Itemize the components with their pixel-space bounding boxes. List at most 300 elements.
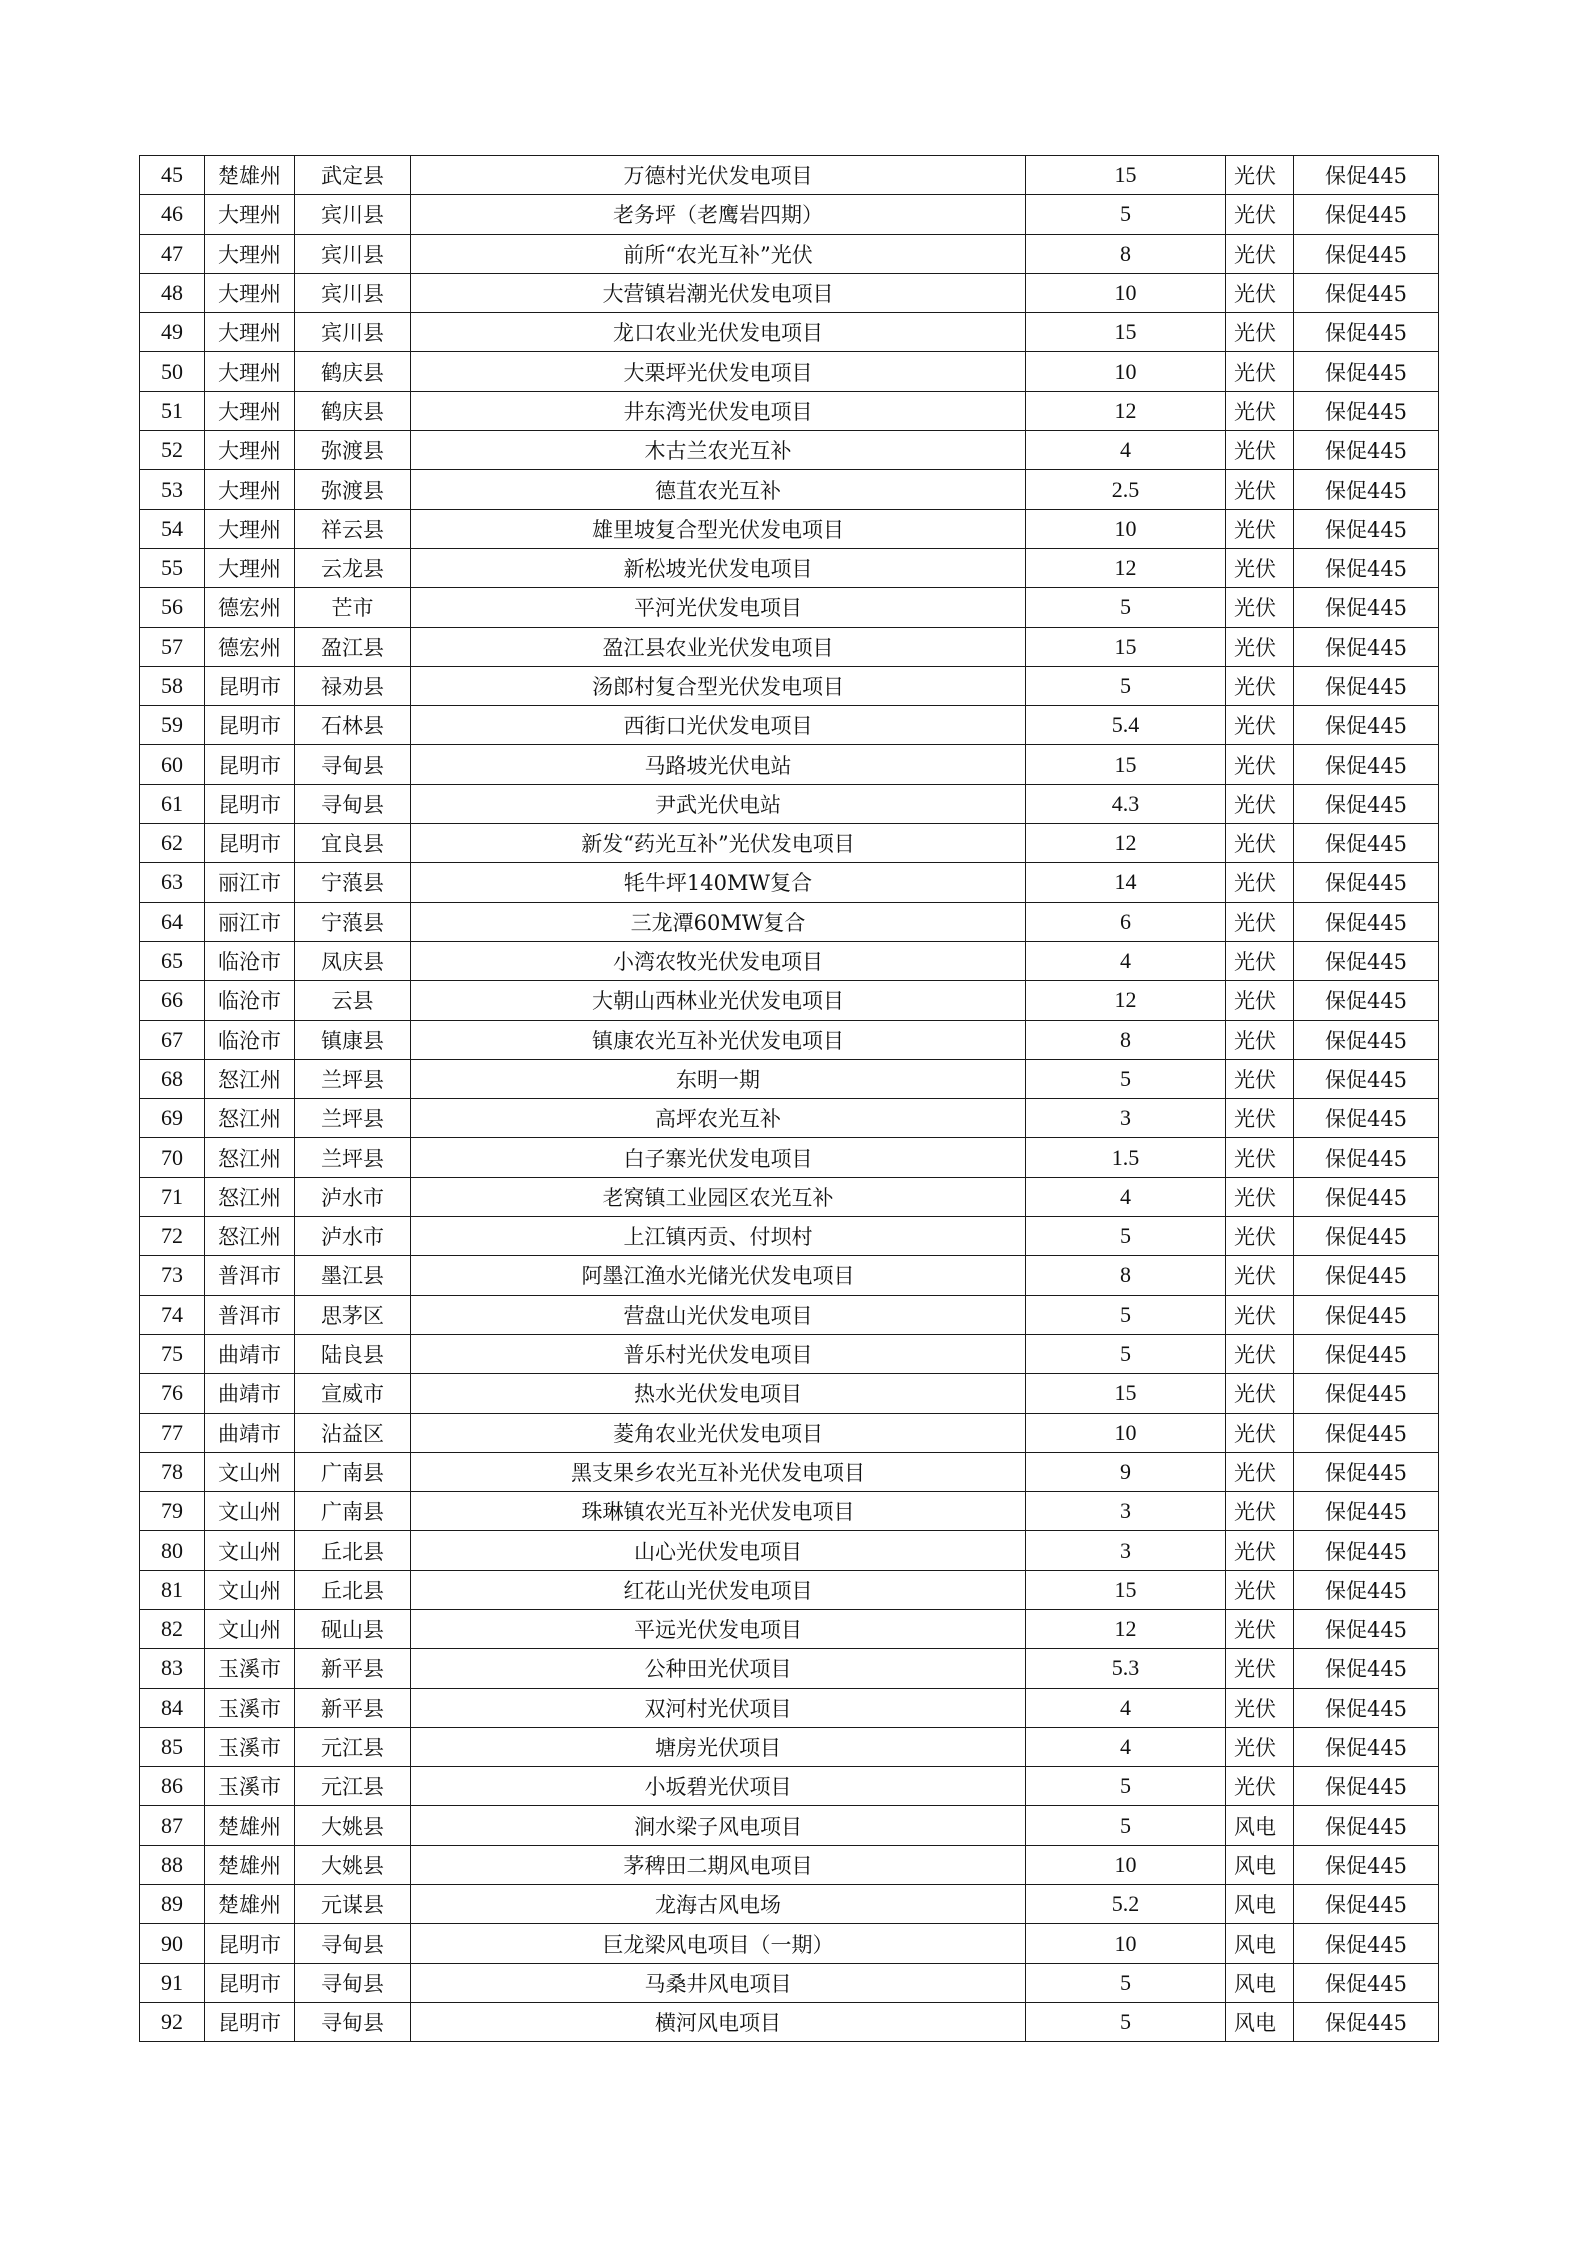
county-cell: 石林县 — [295, 706, 411, 745]
row-number: 75 — [140, 1334, 205, 1373]
table-row — [140, 588, 1439, 627]
capacity-cell: 3 — [1026, 1099, 1226, 1138]
county-cell: 宾川县 — [295, 234, 411, 273]
project-name-cell: 横河风电项目 — [411, 2002, 1026, 2041]
table-row — [140, 1649, 1439, 1688]
energy-type-cell: 光伏 — [1226, 1099, 1294, 1138]
project-name-cell: 老务坪（老鹰岩四期） — [411, 195, 1026, 234]
category-cell: 保促445 — [1294, 548, 1439, 587]
city-cell: 昆明市 — [205, 745, 295, 784]
row-number: 47 — [140, 234, 205, 273]
city-cell: 大理州 — [205, 431, 295, 470]
city-cell: 文山州 — [205, 1492, 295, 1531]
category-cell: 保促445 — [1294, 1570, 1439, 1609]
project-name-cell: 菱角农业光伏发电项目 — [411, 1413, 1026, 1452]
row-number: 57 — [140, 627, 205, 666]
energy-type-cell: 风电 — [1226, 1885, 1294, 1924]
row-number: 67 — [140, 1020, 205, 1059]
county-cell: 元谋县 — [295, 1885, 411, 1924]
city-cell: 文山州 — [205, 1570, 295, 1609]
category-cell: 保促445 — [1294, 1138, 1439, 1177]
capacity-cell: 5 — [1026, 1334, 1226, 1373]
capacity-cell: 10 — [1026, 509, 1226, 548]
project-name-cell: 尹武光伏电站 — [411, 784, 1026, 823]
row-number: 70 — [140, 1138, 205, 1177]
table-row — [140, 431, 1439, 470]
city-cell: 怒江州 — [205, 1217, 295, 1256]
row-number: 52 — [140, 431, 205, 470]
category-cell: 保促445 — [1294, 2002, 1439, 2041]
row-number: 71 — [140, 1177, 205, 1216]
capacity-cell: 10 — [1026, 352, 1226, 391]
county-cell: 弥渡县 — [295, 431, 411, 470]
city-cell: 怒江州 — [205, 1177, 295, 1216]
category-cell: 保促445 — [1294, 1059, 1439, 1098]
category-cell: 保促445 — [1294, 1845, 1439, 1884]
energy-type-cell: 光伏 — [1226, 941, 1294, 980]
capacity-cell: 8 — [1026, 1256, 1226, 1295]
row-number: 84 — [140, 1688, 205, 1727]
table-row — [140, 1217, 1439, 1256]
city-cell: 昆明市 — [205, 784, 295, 823]
project-name-cell: 小湾农牧光伏发电项目 — [411, 941, 1026, 980]
energy-type-cell: 光伏 — [1226, 509, 1294, 548]
capacity-cell: 15 — [1026, 156, 1226, 195]
capacity-cell: 5 — [1026, 1059, 1226, 1098]
capacity-cell: 12 — [1026, 548, 1226, 587]
category-cell: 保促445 — [1294, 1688, 1439, 1727]
table-row — [140, 1295, 1439, 1334]
energy-type-cell: 光伏 — [1226, 156, 1294, 195]
category-cell: 保促445 — [1294, 1609, 1439, 1648]
city-cell: 丽江市 — [205, 863, 295, 902]
city-cell: 昆明市 — [205, 824, 295, 863]
energy-type-cell: 光伏 — [1226, 1295, 1294, 1334]
energy-type-cell: 光伏 — [1226, 1727, 1294, 1766]
row-number: 79 — [140, 1492, 205, 1531]
county-cell: 新平县 — [295, 1688, 411, 1727]
table-row — [140, 1963, 1439, 2002]
city-cell: 文山州 — [205, 1609, 295, 1648]
category-cell: 保促445 — [1294, 1452, 1439, 1491]
capacity-cell: 4 — [1026, 941, 1226, 980]
project-name-cell: 普乐村光伏发电项目 — [411, 1334, 1026, 1373]
category-cell: 保促445 — [1294, 627, 1439, 666]
table-row — [140, 1492, 1439, 1531]
row-number: 62 — [140, 824, 205, 863]
energy-type-cell: 光伏 — [1226, 627, 1294, 666]
city-cell: 大理州 — [205, 470, 295, 509]
county-cell: 宾川县 — [295, 195, 411, 234]
capacity-cell: 5.2 — [1026, 1885, 1226, 1924]
category-cell: 保促445 — [1294, 784, 1439, 823]
project-name-cell: 平远光伏发电项目 — [411, 1609, 1026, 1648]
category-cell: 保促445 — [1294, 745, 1439, 784]
county-cell: 大姚县 — [295, 1806, 411, 1845]
energy-type-cell: 光伏 — [1226, 1649, 1294, 1688]
table-row — [140, 1806, 1439, 1845]
row-number: 49 — [140, 313, 205, 352]
capacity-cell: 8 — [1026, 1020, 1226, 1059]
row-number: 56 — [140, 588, 205, 627]
capacity-cell: 12 — [1026, 391, 1226, 430]
project-name-cell: 德苴农光互补 — [411, 470, 1026, 509]
category-cell: 保促445 — [1294, 313, 1439, 352]
row-number: 92 — [140, 2002, 205, 2041]
energy-type-cell: 光伏 — [1226, 1256, 1294, 1295]
category-cell: 保促445 — [1294, 273, 1439, 312]
project-name-cell: 新发“药光互补”光伏发电项目 — [411, 824, 1026, 863]
row-number: 61 — [140, 784, 205, 823]
row-number: 63 — [140, 863, 205, 902]
table-row — [140, 1138, 1439, 1177]
energy-type-cell: 光伏 — [1226, 1609, 1294, 1648]
project-table — [139, 155, 1439, 2042]
category-cell: 保促445 — [1294, 470, 1439, 509]
energy-type-cell: 光伏 — [1226, 1374, 1294, 1413]
project-name-cell: 雄里坡复合型光伏发电项目 — [411, 509, 1026, 548]
county-cell: 丘北县 — [295, 1531, 411, 1570]
capacity-cell: 5 — [1026, 666, 1226, 705]
table-row — [140, 784, 1439, 823]
energy-type-cell: 光伏 — [1226, 1217, 1294, 1256]
county-cell: 陆良县 — [295, 1334, 411, 1373]
city-cell: 玉溪市 — [205, 1767, 295, 1806]
row-number: 72 — [140, 1217, 205, 1256]
county-cell: 盈江县 — [295, 627, 411, 666]
county-cell: 广南县 — [295, 1452, 411, 1491]
table-row — [140, 745, 1439, 784]
county-cell: 兰坪县 — [295, 1099, 411, 1138]
project-name-cell: 汤郎村复合型光伏发电项目 — [411, 666, 1026, 705]
capacity-cell: 10 — [1026, 1413, 1226, 1452]
county-cell: 武定县 — [295, 156, 411, 195]
capacity-cell: 5 — [1026, 588, 1226, 627]
city-cell: 大理州 — [205, 509, 295, 548]
row-number: 82 — [140, 1609, 205, 1648]
energy-type-cell: 光伏 — [1226, 431, 1294, 470]
project-name-cell: 珠琳镇农光互补光伏发电项目 — [411, 1492, 1026, 1531]
row-number: 88 — [140, 1845, 205, 1884]
row-number: 65 — [140, 941, 205, 980]
row-number: 58 — [140, 666, 205, 705]
category-cell: 保促445 — [1294, 391, 1439, 430]
capacity-cell: 14 — [1026, 863, 1226, 902]
county-cell: 祥云县 — [295, 509, 411, 548]
city-cell: 临沧市 — [205, 941, 295, 980]
capacity-cell: 4 — [1026, 431, 1226, 470]
energy-type-cell: 风电 — [1226, 1924, 1294, 1963]
table-row — [140, 1374, 1439, 1413]
county-cell: 鹤庆县 — [295, 391, 411, 430]
row-number: 87 — [140, 1806, 205, 1845]
category-cell: 保促445 — [1294, 1020, 1439, 1059]
row-number: 54 — [140, 509, 205, 548]
project-name-cell: 新松坡光伏发电项目 — [411, 548, 1026, 587]
table-row — [140, 1334, 1439, 1373]
city-cell: 普洱市 — [205, 1295, 295, 1334]
county-cell: 广南县 — [295, 1492, 411, 1531]
project-name-cell: 三龙潭60MW复合 — [411, 902, 1026, 941]
row-number: 45 — [140, 156, 205, 195]
energy-type-cell: 光伏 — [1226, 1413, 1294, 1452]
energy-type-cell: 光伏 — [1226, 1177, 1294, 1216]
table-row — [140, 1256, 1439, 1295]
table-row — [140, 1924, 1439, 1963]
table-row — [140, 981, 1439, 1020]
capacity-cell: 5 — [1026, 1217, 1226, 1256]
county-cell: 丘北县 — [295, 1570, 411, 1609]
category-cell: 保促445 — [1294, 824, 1439, 863]
county-cell: 寻甸县 — [295, 1963, 411, 2002]
table-row — [140, 234, 1439, 273]
row-number: 89 — [140, 1885, 205, 1924]
city-cell: 曲靖市 — [205, 1374, 295, 1413]
project-name-cell: 牦牛坪140MW复合 — [411, 863, 1026, 902]
city-cell: 玉溪市 — [205, 1688, 295, 1727]
energy-type-cell: 光伏 — [1226, 1570, 1294, 1609]
capacity-cell: 15 — [1026, 745, 1226, 784]
table-row — [140, 1452, 1439, 1491]
county-cell: 新平县 — [295, 1649, 411, 1688]
row-number: 50 — [140, 352, 205, 391]
city-cell: 昆明市 — [205, 1924, 295, 1963]
project-name-cell: 西街口光伏发电项目 — [411, 706, 1026, 745]
table-row — [140, 1727, 1439, 1766]
table-row — [140, 470, 1439, 509]
category-cell: 保促445 — [1294, 352, 1439, 391]
capacity-cell: 10 — [1026, 1924, 1226, 1963]
city-cell: 临沧市 — [205, 1020, 295, 1059]
county-cell: 沾益区 — [295, 1413, 411, 1452]
project-name-cell: 茅稗田二期风电项目 — [411, 1845, 1026, 1884]
energy-type-cell: 光伏 — [1226, 706, 1294, 745]
capacity-cell: 4 — [1026, 1688, 1226, 1727]
table-row — [140, 548, 1439, 587]
table-row — [140, 1177, 1439, 1216]
city-cell: 大理州 — [205, 352, 295, 391]
category-cell: 保促445 — [1294, 509, 1439, 548]
capacity-cell: 5.3 — [1026, 1649, 1226, 1688]
category-cell: 保促445 — [1294, 1885, 1439, 1924]
row-number: 77 — [140, 1413, 205, 1452]
energy-type-cell: 光伏 — [1226, 902, 1294, 941]
energy-type-cell: 光伏 — [1226, 273, 1294, 312]
category-cell: 保促445 — [1294, 1727, 1439, 1766]
energy-type-cell: 光伏 — [1226, 1492, 1294, 1531]
city-cell: 昆明市 — [205, 2002, 295, 2041]
city-cell: 楚雄州 — [205, 1806, 295, 1845]
energy-type-cell: 光伏 — [1226, 234, 1294, 273]
county-cell: 宜良县 — [295, 824, 411, 863]
table-row — [140, 352, 1439, 391]
table-row — [140, 863, 1439, 902]
project-name-cell: 大朝山西林业光伏发电项目 — [411, 981, 1026, 1020]
project-name-cell: 塘房光伏项目 — [411, 1727, 1026, 1766]
city-cell: 大理州 — [205, 234, 295, 273]
category-cell: 保促445 — [1294, 941, 1439, 980]
county-cell: 弥渡县 — [295, 470, 411, 509]
category-cell: 保促445 — [1294, 1649, 1439, 1688]
project-name-cell: 涧水梁子风电项目 — [411, 1806, 1026, 1845]
project-name-cell: 巨龙梁风电项目（一期） — [411, 1924, 1026, 1963]
city-cell: 昆明市 — [205, 706, 295, 745]
county-cell: 云县 — [295, 981, 411, 1020]
row-number: 64 — [140, 902, 205, 941]
row-number: 46 — [140, 195, 205, 234]
city-cell: 大理州 — [205, 391, 295, 430]
project-name-cell: 上江镇丙贡、付坝村 — [411, 1217, 1026, 1256]
county-cell: 大姚县 — [295, 1845, 411, 1884]
city-cell: 玉溪市 — [205, 1727, 295, 1766]
project-name-cell: 平河光伏发电项目 — [411, 588, 1026, 627]
category-cell: 保促445 — [1294, 1217, 1439, 1256]
energy-type-cell: 光伏 — [1226, 391, 1294, 430]
project-name-cell: 大栗坪光伏发电项目 — [411, 352, 1026, 391]
row-number: 48 — [140, 273, 205, 312]
city-cell: 怒江州 — [205, 1138, 295, 1177]
category-cell: 保促445 — [1294, 234, 1439, 273]
project-name-cell: 山心光伏发电项目 — [411, 1531, 1026, 1570]
county-cell: 元江县 — [295, 1767, 411, 1806]
capacity-cell: 5 — [1026, 1767, 1226, 1806]
category-cell: 保促445 — [1294, 1334, 1439, 1373]
category-cell: 保促445 — [1294, 431, 1439, 470]
category-cell: 保促445 — [1294, 195, 1439, 234]
energy-type-cell: 光伏 — [1226, 313, 1294, 352]
city-cell: 怒江州 — [205, 1099, 295, 1138]
energy-type-cell: 光伏 — [1226, 1688, 1294, 1727]
table-row — [140, 706, 1439, 745]
capacity-cell: 15 — [1026, 1570, 1226, 1609]
category-cell: 保促445 — [1294, 1177, 1439, 1216]
project-name-cell: 镇康农光互补光伏发电项目 — [411, 1020, 1026, 1059]
project-name-cell: 阿墨江渔水光储光伏发电项目 — [411, 1256, 1026, 1295]
energy-type-cell: 光伏 — [1226, 1020, 1294, 1059]
table-row — [140, 156, 1439, 195]
table-row — [140, 509, 1439, 548]
category-cell: 保促445 — [1294, 1413, 1439, 1452]
category-cell: 保促445 — [1294, 1295, 1439, 1334]
category-cell: 保促445 — [1294, 1924, 1439, 1963]
capacity-cell: 5 — [1026, 1295, 1226, 1334]
county-cell: 鹤庆县 — [295, 352, 411, 391]
project-name-cell: 大营镇岩潮光伏发电项目 — [411, 273, 1026, 312]
row-number: 78 — [140, 1452, 205, 1491]
category-cell: 保促445 — [1294, 1767, 1439, 1806]
city-cell: 临沧市 — [205, 981, 295, 1020]
energy-type-cell: 光伏 — [1226, 1059, 1294, 1098]
table-row — [140, 1531, 1439, 1570]
city-cell: 大理州 — [205, 273, 295, 312]
county-cell: 禄劝县 — [295, 666, 411, 705]
project-name-cell: 白子寨光伏发电项目 — [411, 1138, 1026, 1177]
energy-type-cell: 光伏 — [1226, 824, 1294, 863]
county-cell: 云龙县 — [295, 548, 411, 587]
energy-type-cell: 光伏 — [1226, 863, 1294, 902]
table-row — [140, 1059, 1439, 1098]
category-cell: 保促445 — [1294, 1099, 1439, 1138]
capacity-cell: 12 — [1026, 981, 1226, 1020]
city-cell: 大理州 — [205, 313, 295, 352]
capacity-cell: 3 — [1026, 1492, 1226, 1531]
table-row — [140, 1609, 1439, 1648]
city-cell: 楚雄州 — [205, 156, 295, 195]
table-body — [140, 156, 1439, 2042]
row-number: 68 — [140, 1059, 205, 1098]
county-cell: 泸水市 — [295, 1217, 411, 1256]
table-row — [140, 1570, 1439, 1609]
row-number: 73 — [140, 1256, 205, 1295]
project-name-cell: 盈江县农业光伏发电项目 — [411, 627, 1026, 666]
city-cell: 普洱市 — [205, 1256, 295, 1295]
capacity-cell: 5 — [1026, 1963, 1226, 2002]
energy-type-cell: 光伏 — [1226, 784, 1294, 823]
county-cell: 兰坪县 — [295, 1059, 411, 1098]
row-number: 69 — [140, 1099, 205, 1138]
row-number: 59 — [140, 706, 205, 745]
capacity-cell: 2.5 — [1026, 470, 1226, 509]
category-cell: 保促445 — [1294, 706, 1439, 745]
capacity-cell: 1.5 — [1026, 1138, 1226, 1177]
county-cell: 墨江县 — [295, 1256, 411, 1295]
capacity-cell: 5.4 — [1026, 706, 1226, 745]
table-row — [140, 941, 1439, 980]
city-cell: 楚雄州 — [205, 1845, 295, 1884]
energy-type-cell: 光伏 — [1226, 195, 1294, 234]
table-row — [140, 1413, 1439, 1452]
category-cell: 保促445 — [1294, 902, 1439, 941]
project-name-cell: 红花山光伏发电项目 — [411, 1570, 1026, 1609]
energy-type-cell: 光伏 — [1226, 1767, 1294, 1806]
category-cell: 保促445 — [1294, 1963, 1439, 2002]
capacity-cell: 4.3 — [1026, 784, 1226, 823]
energy-type-cell: 光伏 — [1226, 470, 1294, 509]
project-name-cell: 老窝镇工业园区农光互补 — [411, 1177, 1026, 1216]
county-cell: 寻甸县 — [295, 784, 411, 823]
project-name-cell: 东明一期 — [411, 1059, 1026, 1098]
category-cell: 保促445 — [1294, 1806, 1439, 1845]
capacity-cell: 9 — [1026, 1452, 1226, 1491]
city-cell: 文山州 — [205, 1452, 295, 1491]
table-row — [140, 1845, 1439, 1884]
table-row — [140, 902, 1439, 941]
energy-type-cell: 光伏 — [1226, 352, 1294, 391]
category-cell: 保促445 — [1294, 666, 1439, 705]
energy-type-cell: 风电 — [1226, 2002, 1294, 2041]
county-cell: 元江县 — [295, 1727, 411, 1766]
project-name-cell: 龙口农业光伏发电项目 — [411, 313, 1026, 352]
project-name-cell: 黑支果乡农光互补光伏发电项目 — [411, 1452, 1026, 1491]
county-cell: 寻甸县 — [295, 2002, 411, 2041]
energy-type-cell: 风电 — [1226, 1806, 1294, 1845]
county-cell: 宣威市 — [295, 1374, 411, 1413]
row-number: 55 — [140, 548, 205, 587]
capacity-cell: 3 — [1026, 1531, 1226, 1570]
county-cell: 镇康县 — [295, 1020, 411, 1059]
table-row — [140, 1885, 1439, 1924]
city-cell: 大理州 — [205, 195, 295, 234]
county-cell: 宾川县 — [295, 273, 411, 312]
energy-type-cell: 光伏 — [1226, 666, 1294, 705]
category-cell: 保促445 — [1294, 156, 1439, 195]
table-row — [140, 1767, 1439, 1806]
county-cell: 砚山县 — [295, 1609, 411, 1648]
energy-type-cell: 风电 — [1226, 1963, 1294, 2002]
city-cell: 曲靖市 — [205, 1334, 295, 1373]
row-number: 66 — [140, 981, 205, 1020]
county-cell: 兰坪县 — [295, 1138, 411, 1177]
